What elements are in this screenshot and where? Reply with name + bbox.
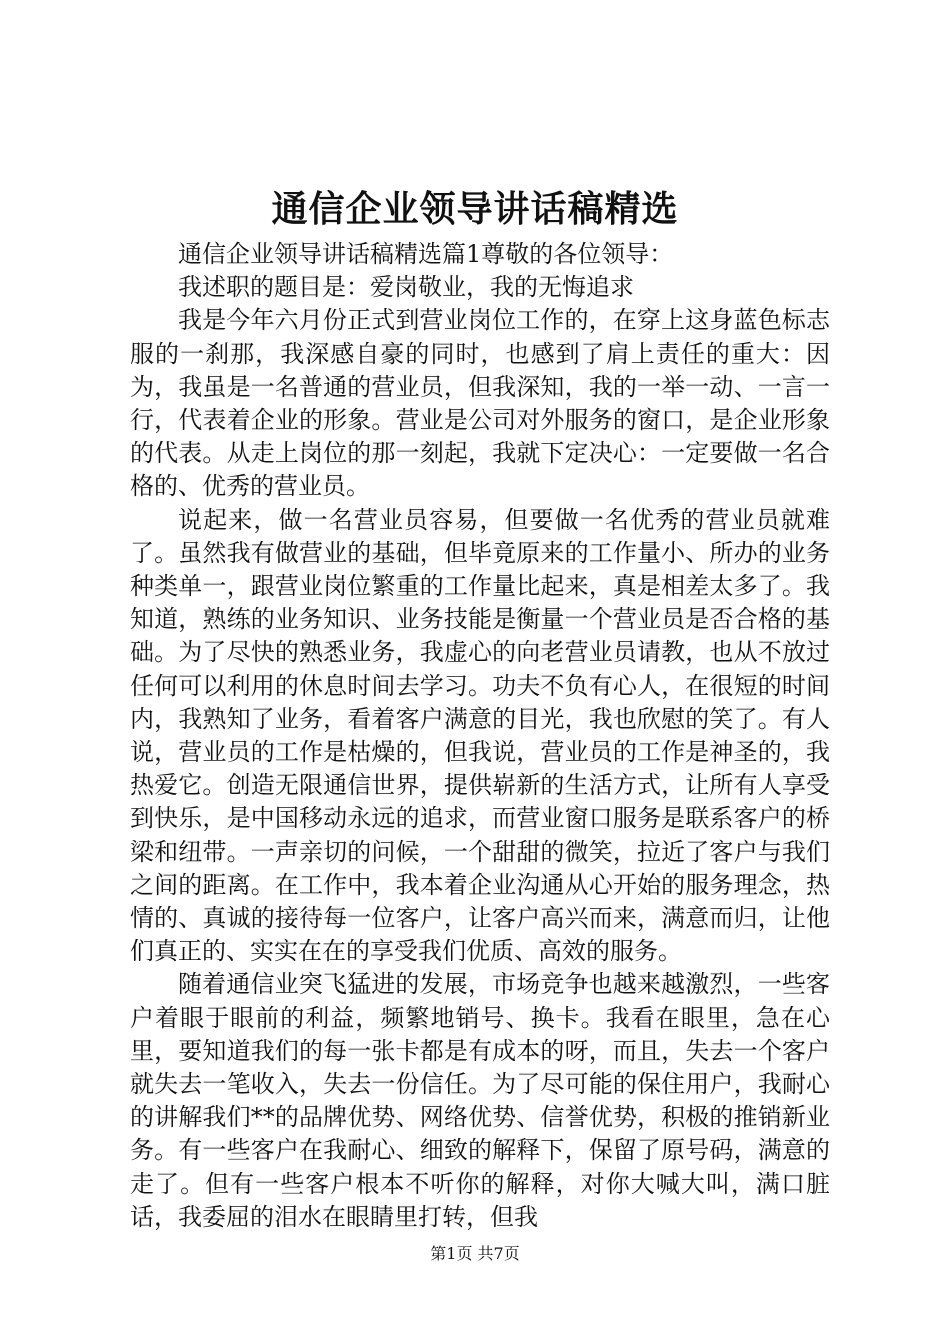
- document-title: 通信企业领导讲话稿精选: [271, 188, 679, 230]
- paragraph-body: 我是今年六月份正式到营业岗位工作的，在穿上这身蓝色标志服的一刹那，我深感自豪的同时，也感到了肩上责任的重大：因为，我虽是一名普通的营业员，但我深知，我的一举一动、一言一行，代表着企业的形象。营业是公司对外服务的窗口，是企业形象的代表。从走上岗位的那一刻起，我就下定决心：一定要做一名合格的、优秀的营业员。: [130, 306, 830, 501]
- paragraph-greeting: 通信企业领导讲话稿精选篇1尊敬的各位领导：: [178, 240, 674, 268]
- paragraph-topic: 我述职的题目是：爱岗敬业，我的无悔追求: [178, 273, 634, 302]
- paragraph-body: 说起来，做一名营业员容易，但要做一名优秀的营业员就难了。虽然我有做营业的基础，但毕竟原来的工作量小、所办的业务种类单一，跟营业岗位繁重的工作量比起来，真是相差太多了。我知道，熟练的业务知识、业务技能是衡量一个营业员是否合格的基础。为了尽快的熟悉业务，我虚心的向老营业员请教，也从不放过任何可以利用的休息时间去学习。功夫不负有心人，在很短的时间内，我熟知了业务，看着客户满意的目光，我也欣慰的笑了。有人说，营业员的工作是枯燥的，但我说，营业员的工作是神圣的，我热爱它。创造无限通信世界，提供崭新的生活方式，让所有人享受到快乐，是中国移动永远的追求，而营业窗口服务是联系客户的桥梁和纽带。一声亲切的问候，一个甜甜的微笑，拉近了客户与我们之间的距离。在工作中，我本着企业沟通从心开始的服务理念，热情的、真诚的接待每一位客户，让客户高兴而来，满意而归，让他们真正的、实实在在的享受我们优质、高效的服务。: [130, 505, 830, 966]
- document-body: [130, 238, 830, 1234]
- page-number-footer: 第1页 共7页: [430, 1244, 520, 1263]
- paragraph-body: 随着通信业突飞猛进的发展，市场竞争也越来越激烈，一些客户着眼于眼前的利益，频繁地销号、换卡。我看在眼里，急在心里，要知道我们的每一张卡都是有成本的呀，而且，失去一个客户就失去一笔收入，失去一份信任。为了尽可能的保住用户，我耐心的讲解我们**的品牌优势、网络优势、信誉优势，积极的推销新业务。有一些客户在我耐心、细致的解释下，保留了原号码，满意的走了。但有一些客户根本不听你的解释，对你大喊大叫，满口脏话，我委屈的泪水在眼睛里打转，但我: [130, 970, 830, 1231]
